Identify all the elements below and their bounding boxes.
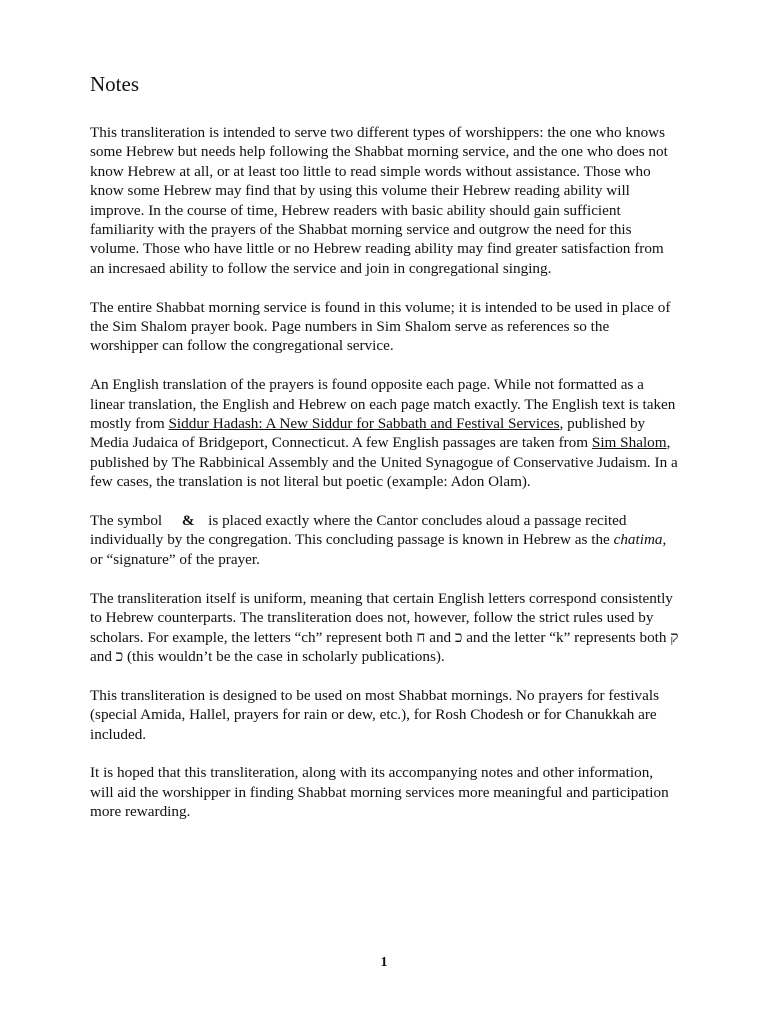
text-segment: and xyxy=(90,647,116,665)
paragraph-usage-scope: This transliteration is designed to be used on most Shabbat mornings. No prayers for festivals (special Amida, Hallel, prayers for rain or dew, etc.), for Rosh Chodesh or for Chanukkah are included. xyxy=(90,686,660,743)
page-number: 1 xyxy=(380,955,388,970)
paragraph-transliteration-rules xyxy=(90,589,680,667)
term-chatima: chatima xyxy=(613,531,663,549)
book-title-sim-shalom: Sim Shalom xyxy=(591,434,667,452)
paragraph-service-scope: The entire Shabbat morning service is found in this volume; it is intended to be used in place of the Sim Shalom prayer book. Page numbers in Sim Shalom serve as references so the worshipper can follow the congregational service. xyxy=(90,298,671,355)
document-page xyxy=(90,70,680,841)
text-segment: , published by The Rabbinical Assembly and the United Synagogue of Conservative Judaism. In a few cases, the translation is not literal but poetic (example: Adon Olam). xyxy=(90,434,678,491)
chatima-symbol-icon: & xyxy=(181,512,195,530)
hebrew-letter-qof: ק xyxy=(670,628,679,646)
book-title-siddur-hadash: Siddur Hadash: A New Siddur for Sabbath and Festival Services xyxy=(168,415,560,433)
text-segment: The transliteration itself is uniform, meaning that certain English letters correspond consistently to Hebrew counterparts. The transliteration does not, however, follow the strict rules used by scholars. For example, the letters “ch” represent both xyxy=(90,589,673,646)
paragraph-closing: It is hoped that this transliteration, along with its accompanying notes and other information, will aid the worshipper in finding Shabbat morning services more meaningful and participation more rewarding. xyxy=(90,764,669,821)
paragraph-intro: This transliteration is intended to serve two different types of worshippers: the one who knows some Hebrew but needs help following the Shabbat morning service, and the one who does not know Hebrew at all, or at least too little to read simple words without assistance. Those who know some Hebrew may find that by using this volume their Hebrew reading ability will improve. In the course of time, Hebrew readers with basic ability should gain sufficient familiarity with the prayers of the Shabbat morning service and outgrow the need for this volume. Those who have little or no Hebrew reading ability may find greater satisfaction from an incresaed ability to follow the service and join in congregational singing. xyxy=(90,124,668,277)
text-segment: (this wouldn’t be the case in scholarly publications). xyxy=(123,647,445,665)
text-segment: The symbol xyxy=(90,512,163,530)
paragraph-symbol-note xyxy=(90,511,680,569)
page-title: Notes xyxy=(90,72,139,96)
hebrew-letter-kaf: כ xyxy=(454,628,463,646)
hebrew-letter-chet: ח xyxy=(416,628,426,646)
text-segment: is placed exactly where the Cantor concludes aloud a passage recited individually by the congregation. This concluding passage is known in Hebrew as the xyxy=(90,512,627,549)
text-segment: and the letter “k” represents both xyxy=(462,628,671,646)
paragraph-translation-source xyxy=(90,375,680,491)
text-segment: , or “signature” of the prayer. xyxy=(90,531,667,568)
text-segment: An English translation of the prayers is found opposite each page. While not formatted as a linear translation, the English and Hebrew on each page match exactly. The English text is taken mostly from xyxy=(90,376,676,433)
hebrew-letter-kaf: כ xyxy=(115,647,124,665)
text-segment: and xyxy=(425,628,455,646)
text-segment: , published by Media Judaica of Bridgeport, Connecticut. A few English passages are taken from xyxy=(90,415,646,452)
